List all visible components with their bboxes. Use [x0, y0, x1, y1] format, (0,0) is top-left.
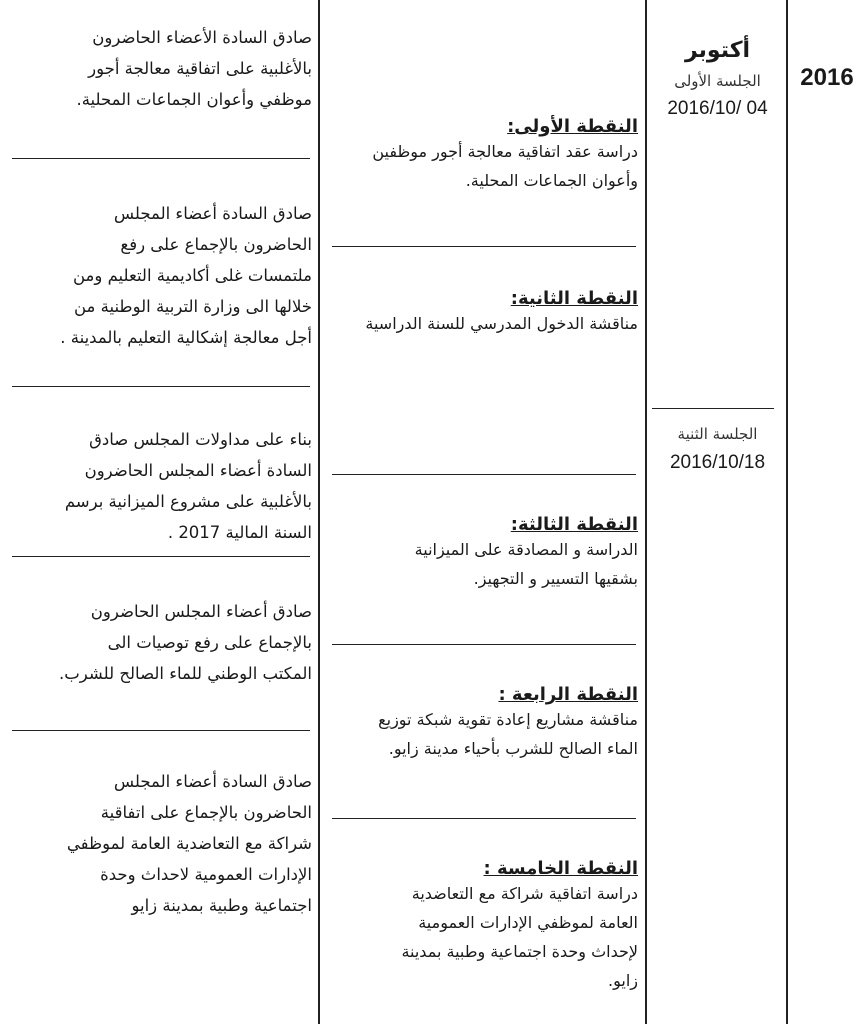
agenda-point-5-line-2: العامة لموظفي الإدارات العمومية	[418, 913, 638, 932]
decision-5	[8, 766, 312, 921]
decision-4	[8, 596, 312, 689]
agenda-point-2	[330, 288, 638, 338]
column-divider-1	[318, 0, 320, 1024]
agenda-point-4-line-2: الماء الصالح للشرب بأحياء مدينة زايو.	[388, 739, 638, 758]
agenda-point-1-line-2: وأعوان الجماعات المحلية.	[465, 171, 638, 190]
column-divider-3	[786, 0, 788, 1024]
agenda-point-3-line-1: الدراسة و المصادقة على الميزانية	[414, 540, 638, 559]
agenda-point-1-heading: النقطة الأولى:	[507, 116, 638, 137]
decision-separator-4	[12, 730, 310, 731]
session-separator	[652, 408, 774, 409]
decision-1-line-2: بالأغلبية على اتفاقية معالجة أجور	[88, 59, 312, 78]
decision-3-line-3: بالأغلبية على مشروع الميزانية برسم	[64, 492, 312, 511]
agenda-point-5-line-4: زايو.	[608, 971, 638, 990]
decision-4-line-2: بالإجماع على رفع توصيات الى	[107, 633, 312, 652]
decision-2-line-4: خلالها الى وزارة التربية الوطنية من	[73, 297, 312, 316]
decision-5-line-5: اجتماعية وطبية بمدينة زايو	[131, 896, 312, 915]
year-label: 2016	[800, 64, 854, 91]
decision-separator-3	[12, 556, 310, 557]
session-1-date: 2016/10/ 04	[667, 98, 768, 119]
column-divider-2	[645, 0, 647, 1024]
agenda-point-5-line-1: دراسة اتفاقية شراكة مع التعاضدية	[411, 884, 638, 903]
decision-2	[8, 198, 312, 353]
agenda-separator-1	[332, 246, 636, 247]
decision-2-line-3: ملتمسات غلى أكاديمية التعليم ومن	[72, 266, 312, 285]
decision-5-line-1: صادق السادة أعضاء المجلس	[113, 772, 312, 791]
decision-1-line-3: موظفي وأعوان الجماعات المحلية.	[76, 90, 312, 109]
decision-4-line-3: المكتب الوطني للماء الصالح للشرب.	[59, 664, 312, 683]
decision-separator-2	[12, 386, 310, 387]
agenda-separator-2	[332, 474, 636, 475]
agenda-separator-4	[332, 818, 636, 819]
decision-2-line-5: أجل معالجة إشكالية التعليم بالمدينة .	[60, 328, 312, 347]
decision-3-line-2: السادة أعضاء المجلس الحاضرون	[84, 461, 312, 480]
agenda-point-3	[330, 514, 638, 593]
decision-2-line-2: الحاضرون بالإجماع على رفع	[120, 235, 312, 254]
agenda-separator-3	[332, 644, 636, 645]
session-2-label: الجلسة الثنية	[677, 425, 758, 443]
agenda-point-4-heading: النقطة الرابعة :	[498, 684, 638, 705]
agenda-point-1-line-1: دراسة عقد اتفاقية معالجة أجور موظفين	[372, 142, 638, 161]
agenda-point-3-heading: النقطة الثالثة:	[510, 514, 638, 535]
session-1-label: الجلسة الأولى	[674, 72, 761, 90]
decision-5-line-2: الحاضرون بالإجماع على اتفاقية	[100, 803, 312, 822]
agenda-point-4-line-1: مناقشة مشاريع إعادة تقوية شبكة توزيع	[378, 710, 638, 729]
agenda-point-2-line-1: مناقشة الدخول المدرسي للسنة الدراسية	[365, 314, 638, 333]
agenda-point-5-line-3: لإحداث وحدة اجتماعية وطبية بمدينة	[401, 942, 638, 961]
agenda-point-5	[330, 858, 638, 995]
decision-2-line-1: صادق السادة أعضاء المجلس	[113, 204, 312, 223]
agenda-point-2-heading: النقطة الثانية:	[510, 288, 638, 309]
agenda-point-1	[330, 116, 638, 195]
agenda-point-3-line-2: بشقيها التسيير و التجهيز.	[473, 569, 638, 588]
agenda-point-5-heading: النقطة الخامسة :	[483, 858, 638, 879]
decision-4-line-1: صادق أعضاء المجلس الحاضرون	[90, 602, 312, 621]
month-label: أكتوبر	[684, 38, 751, 63]
session-2-date: 2016/10/18	[669, 452, 766, 473]
decision-3	[8, 424, 312, 548]
decision-1-line-1: صادق السادة الأعضاء الحاضرون	[92, 28, 312, 47]
decision-separator-1	[12, 158, 310, 159]
decision-3-line-1: بناء على مداولات المجلس صادق	[89, 430, 312, 449]
decision-5-line-4: الإدارات العمومية لاحداث وحدة	[100, 865, 312, 884]
decision-1	[8, 22, 312, 115]
decision-3-line-4: السنة المالية 2017 .	[167, 523, 312, 542]
decision-5-line-3: شراكة مع التعاضدية العامة لموظفي	[66, 834, 312, 853]
agenda-point-4	[330, 684, 638, 763]
